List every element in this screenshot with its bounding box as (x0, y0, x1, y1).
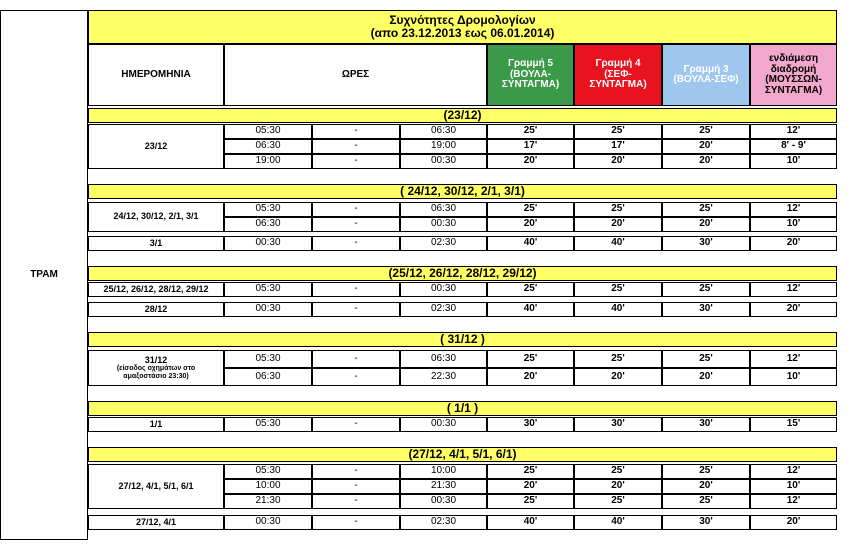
time-dash: - (312, 154, 400, 169)
header-hours-label: ΩΡΕΣ (341, 68, 370, 80)
mid-title-1: ενδιάμεση (768, 53, 819, 64)
freq-line-3: 30' (662, 515, 750, 530)
date-cell (88, 350, 224, 386)
line-3-title: Γραμμή 3 (683, 63, 729, 75)
time-to: 06:30 (400, 350, 487, 368)
time-to: 00:30 (400, 417, 487, 432)
time-from: 05:30 (224, 464, 312, 479)
mid-route-2: ΣΥΝΤΑΓΜΑ) (764, 84, 823, 96)
section-header: (23/12) (88, 108, 837, 123)
date-cell (88, 417, 224, 432)
time-from: 19:00 (224, 154, 312, 169)
line-4-route-1: (ΣΕΦ- (604, 68, 632, 80)
time-dash: - (312, 494, 400, 509)
time-to: 22:30 (400, 368, 487, 386)
freq-intermediate: 12' (750, 350, 837, 368)
freq-intermediate: 20' (750, 302, 837, 317)
header-intermediate (750, 44, 837, 106)
freq-line-5: 20' (487, 368, 574, 386)
time-dash: - (312, 515, 400, 530)
section-header: (27/12, 4/1, 5/1, 6/1) (88, 447, 837, 462)
freq-intermediate: 10' (750, 368, 837, 386)
freq-line-5: 25' (487, 124, 574, 139)
freq-intermediate: 12' (750, 124, 837, 139)
time-to: 02:30 (400, 236, 487, 251)
date-label: 3/1 (149, 237, 163, 248)
freq-line-4: 20' (574, 154, 662, 169)
freq-line-3: 25' (662, 350, 750, 368)
time-dash: - (312, 464, 400, 479)
line-5-route-2: ΣΥΝΤΑΓΜΑ) (501, 79, 560, 91)
tram-label: ΤΡΑΜ (30, 268, 58, 280)
title-line-1: Συχνότητες Δρομολογίων (389, 13, 536, 28)
freq-line-3: 20' (662, 154, 750, 169)
table-title (88, 10, 837, 44)
freq-line-4: 20' (574, 479, 662, 494)
freq-line-4: 25' (574, 282, 662, 297)
freq-line-4: 30' (574, 417, 662, 432)
date-cell (88, 282, 224, 297)
freq-line-5: 25' (487, 282, 574, 297)
freq-line-4: 25' (574, 464, 662, 479)
time-dash: - (312, 217, 400, 232)
header-line-5 (487, 44, 574, 106)
freq-intermediate: 10' (750, 479, 837, 494)
line-5-title: Γραμμή 5 (507, 58, 554, 70)
time-to: 02:30 (400, 302, 487, 317)
freq-line-4: 40' (574, 515, 662, 530)
freq-intermediate: 20' (750, 515, 837, 530)
line-4-route-2: ΣΥΝΤΑΓΜΑ) (589, 79, 647, 91)
time-to: 10:00 (400, 464, 487, 479)
freq-intermediate: 12' (750, 494, 837, 509)
tram-label-cell (0, 10, 88, 540)
section-header: ( 24/12, 30/12, 2/1, 3/1) (88, 184, 837, 199)
time-to: 00:30 (400, 282, 487, 297)
time-from: 05:30 (224, 202, 312, 217)
freq-line-3: 25' (662, 282, 750, 297)
date-cell (88, 464, 224, 509)
freq-intermediate: 12' (750, 202, 837, 217)
date-label: 27/12, 4/1 (135, 516, 177, 527)
line-5-route-1: (ΒΟΥΛΑ- (509, 68, 552, 80)
time-from: 00:30 (224, 302, 312, 317)
time-dash: - (312, 124, 400, 139)
freq-line-5: 25' (487, 350, 574, 368)
time-from: 06:30 (224, 368, 312, 386)
freq-intermediate: 12' (750, 282, 837, 297)
freq-line-5: 25' (487, 494, 574, 509)
freq-intermediate: 15' (750, 417, 837, 432)
freq-line-4: 17' (574, 139, 662, 154)
section-header: ( 1/1 ) (88, 401, 837, 416)
freq-line-5: 40' (487, 515, 574, 530)
freq-line-3: 25' (662, 124, 750, 139)
time-dash: - (312, 139, 400, 154)
freq-line-3: 25' (662, 202, 750, 217)
freq-line-3: 20' (662, 479, 750, 494)
date-label: 25/12, 26/12, 28/12, 29/12 (103, 283, 209, 294)
header-hours (224, 44, 487, 106)
time-from: 00:30 (224, 236, 312, 251)
date-cell (88, 515, 224, 530)
freq-line-5: 20' (487, 479, 574, 494)
date-note-2: αμαξοστάσιο 23:30) (123, 372, 189, 380)
time-from: 05:30 (224, 417, 312, 432)
time-to: 06:30 (400, 124, 487, 139)
time-to: 21:30 (400, 479, 487, 494)
time-dash: - (312, 479, 400, 494)
freq-line-4: 25' (574, 202, 662, 217)
time-dash: - (312, 302, 400, 317)
time-from: 05:30 (224, 350, 312, 368)
mid-title-2: διαδρομή (770, 63, 817, 75)
freq-line-3: 30' (662, 302, 750, 317)
section-header: (25/12, 26/12, 28/12, 29/12) (88, 266, 837, 281)
freq-line-4: 25' (574, 350, 662, 368)
date-cell (88, 236, 224, 251)
time-from: 05:30 (224, 282, 312, 297)
freq-line-4: 40' (574, 302, 662, 317)
time-to: 00:30 (400, 494, 487, 509)
freq-line-5: 20' (487, 154, 574, 169)
time-to: 00:30 (400, 217, 487, 232)
freq-line-4: 25' (574, 494, 662, 509)
date-cell (88, 124, 224, 169)
header-date (88, 44, 224, 106)
freq-line-4: 40' (574, 236, 662, 251)
freq-line-5: 40' (487, 236, 574, 251)
freq-line-5: 25' (487, 464, 574, 479)
time-to: 00:30 (400, 154, 487, 169)
header-date-label: ΗΜΕΡΟΜΗΝΙΑ (121, 68, 191, 80)
time-from: 00:30 (224, 515, 312, 530)
time-dash: - (312, 368, 400, 386)
time-from: 21:30 (224, 494, 312, 509)
date-label: 1/1 (149, 418, 163, 429)
time-from: 05:30 (224, 124, 312, 139)
time-from: 10:00 (224, 479, 312, 494)
freq-intermediate: 8' - 9' (750, 139, 837, 154)
freq-line-3: 25' (662, 464, 750, 479)
freq-line-4: 20' (574, 368, 662, 386)
section-header: ( 31/12 ) (88, 332, 837, 347)
time-dash: - (312, 350, 400, 368)
freq-line-5: 17' (487, 139, 574, 154)
date-note-1: (είσοδος οχημάτων στο (116, 365, 196, 373)
date-label: 23/12 (144, 140, 168, 151)
line-3-route: (ΒΟΥΛΑ-ΣΕΦ) (673, 74, 739, 85)
header-line-4 (574, 44, 662, 106)
freq-line-3: 20' (662, 217, 750, 232)
freq-line-4: 25' (574, 124, 662, 139)
date-label: 31/12 (144, 354, 168, 365)
freq-line-5: 25' (487, 202, 574, 217)
date-label: 28/12 (144, 303, 168, 314)
title-line-2: (απο 23.12.2013 εως 06.01.2014) (370, 26, 555, 40)
time-from: 06:30 (224, 139, 312, 154)
time-dash: - (312, 417, 400, 432)
freq-line-3: 30' (662, 417, 750, 432)
freq-intermediate: 10' (750, 154, 837, 169)
freq-line-5: 30' (487, 417, 574, 432)
time-dash: - (312, 236, 400, 251)
time-to: 02:30 (400, 515, 487, 530)
mid-route-1: (ΜΟΥΣΣΩΝ- (765, 74, 822, 85)
time-dash: - (312, 282, 400, 297)
date-cell (88, 202, 224, 232)
freq-intermediate: 10' (750, 217, 837, 232)
freq-intermediate: 20' (750, 236, 837, 251)
time-to: 19:00 (400, 139, 487, 154)
date-cell (88, 302, 224, 317)
header-line-3 (662, 44, 750, 106)
freq-line-3: 20' (662, 368, 750, 386)
freq-line-3: 20' (662, 139, 750, 154)
freq-line-3: 30' (662, 236, 750, 251)
time-from: 06:30 (224, 217, 312, 232)
date-label: 24/12, 30/12, 2/1, 3/1 (113, 211, 199, 222)
freq-line-4: 20' (574, 217, 662, 232)
time-dash: - (312, 202, 400, 217)
date-label: 27/12, 4/1, 5/1, 6/1 (118, 480, 194, 491)
line-4-title: Γραμμή 4 (595, 58, 641, 70)
freq-line-3: 25' (662, 494, 750, 509)
freq-line-5: 20' (487, 217, 574, 232)
freq-line-5: 40' (487, 302, 574, 317)
freq-intermediate: 12' (750, 464, 837, 479)
time-to: 06:30 (400, 202, 487, 217)
